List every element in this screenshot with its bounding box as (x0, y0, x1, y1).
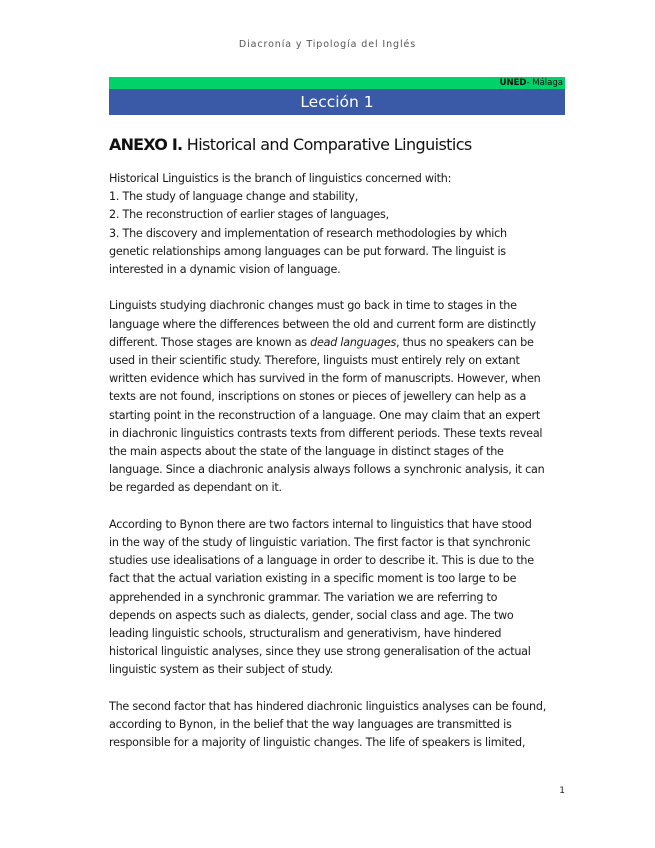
paragraph-line: fact that the actual variation existing in a specific moment is too large to be (109, 572, 517, 586)
paragraph-line: in the way of the study of linguistic variation. The first factor is that synchronic (109, 536, 531, 550)
paragraph-line: linguistic system as their subject of study. (109, 663, 333, 677)
paragraph-line: the main aspects about the state of the language in distinct stages of the (109, 445, 504, 459)
paragraph-line: studies use idealisations of a language in order to describe it. This is due to the (109, 554, 534, 568)
intro-paragraph (109, 170, 567, 279)
paragraph-bynon-factors (109, 516, 567, 680)
paragraph-line: leading linguistic schools, structuralism and generativism, have hindered (109, 627, 502, 641)
paragraph-line: in diachronic linguistics contrasts texts from different periods. These texts reveal (109, 426, 543, 440)
paragraph-dead-languages (109, 297, 567, 497)
paragraph-line: language. Since a diachronic analysis always follows a synchronic analysis, it can (109, 463, 545, 477)
emphasis-term: dead languages (310, 335, 397, 349)
paragraph-line: depends on aspects such as dialects, gender, social class and age. The two (109, 608, 514, 622)
intro-line: 2. The reconstruction of earlier stages of languages, (109, 208, 389, 222)
paragraph-text: , thus no speakers can be (396, 335, 534, 349)
running-header-title: Diacronía y Tipología del Inglés (238, 39, 417, 50)
institution-location: - Málaga (526, 78, 563, 88)
institution-bar (109, 77, 565, 89)
intro-line: 1. The study of language change and stability, (109, 190, 359, 204)
paragraph-line: responsible for a majority of linguistic changes. The life of speakers is limited, (109, 736, 526, 750)
intro-line: Historical Linguistics is the branch of linguistics concerned with: (109, 172, 452, 185)
paragraph-second-factor (109, 698, 567, 753)
paragraph-line: written evidence which has survived in the form of manuscripts. However, when (109, 372, 541, 386)
lesson-title-bar (109, 89, 565, 115)
annex-title: Historical and Comparative Linguistics (186, 135, 472, 154)
institution-label (500, 77, 563, 89)
lesson-title: Lección 1 (300, 93, 374, 111)
institution-name: UNED (499, 78, 527, 88)
paragraph-line: be regarded as dependant on it. (109, 481, 282, 495)
paragraph-line: Linguists studying diachronic changes must go back in time to stages in the (109, 299, 517, 313)
annex-heading (109, 135, 472, 154)
document-body (109, 170, 567, 752)
paragraph-line: according to Bynon, in the belief that the way languages are transmitted is (109, 718, 512, 732)
paragraph-line: used in their scientific study. Therefore, linguists must entirely rely on extant (109, 354, 520, 368)
paragraph-line: The second factor that has hindered diachronic linguistics analyses can be found, (109, 699, 546, 713)
paragraph-line: According to Bynon there are two factors internal to linguistics that have stood (109, 517, 532, 531)
intro-line: 3. The discovery and implementation of research methodologies by which (109, 226, 507, 240)
page-number: 1 (559, 786, 565, 796)
paragraph-line (109, 334, 567, 352)
paragraph-line: historical linguistic analyses, since they use strong generalisation of the actual (109, 645, 531, 659)
paragraph-line: texts are not found, inscriptions on stones or pieces of jewellery can help as a (109, 390, 527, 404)
paragraph-text: different. Those stages are known as (109, 335, 311, 349)
intro-line: interested in a dynamic vision of language. (109, 263, 341, 277)
annex-label: ANEXO I. (109, 135, 183, 154)
paragraph-line: starting point in the reconstruction of a language. One may claim that an expert (109, 408, 540, 422)
paragraph-line: apprehended in a synchronic grammar. The variation we are referring to (109, 590, 498, 604)
intro-line: genetic relationships among languages can be put forward. The linguist is (109, 244, 506, 258)
paragraph-line: language where the differences between the old and current form are distinctly (109, 317, 536, 331)
